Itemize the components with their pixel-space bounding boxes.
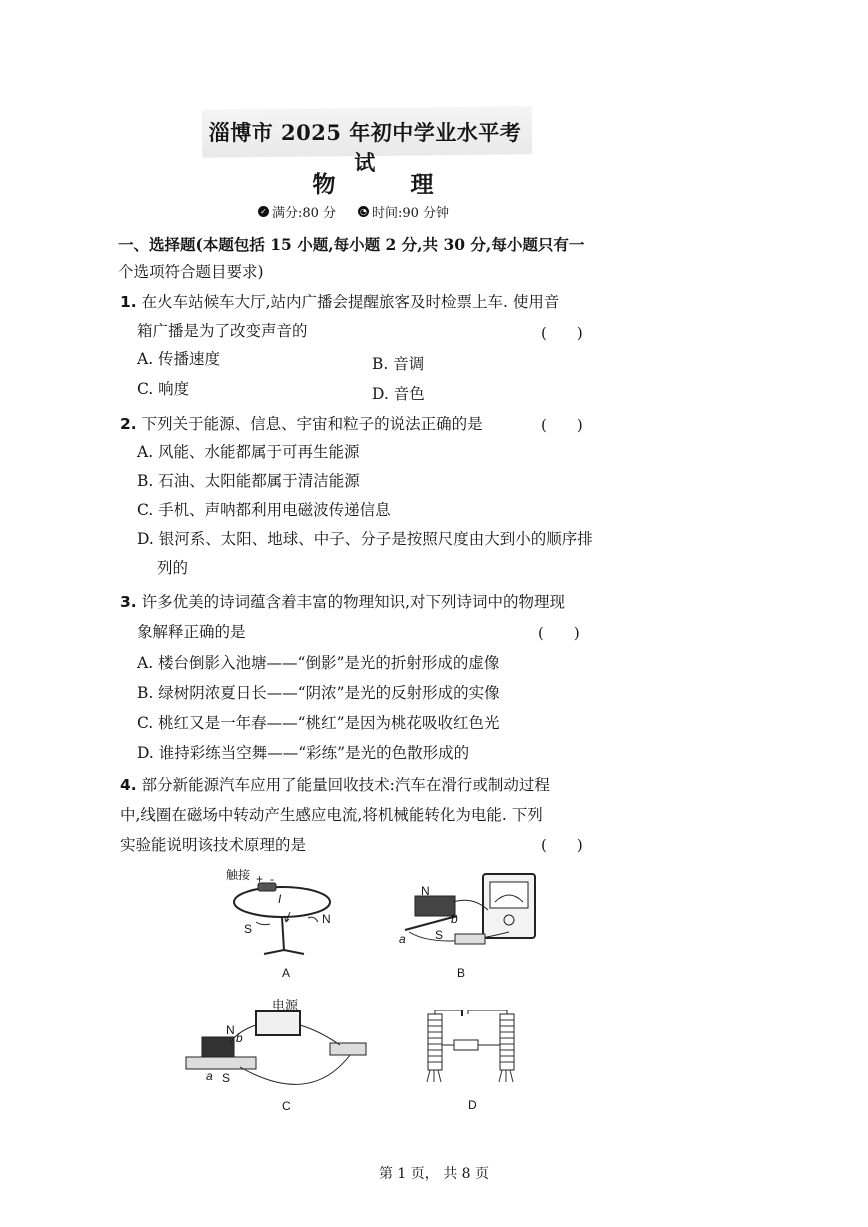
figure-b-label-a: a	[399, 932, 406, 946]
figure-b-label-n: N	[421, 884, 430, 898]
figure-a-label-minus: -	[270, 872, 274, 886]
figure-c-label-n: N	[226, 1023, 235, 1037]
figure-c-caption: C	[282, 1099, 291, 1113]
question-1-line2: 箱广播是为了改变声音的	[137, 322, 308, 340]
option-1c: C. 响度	[137, 380, 190, 398]
exam-time	[358, 202, 449, 221]
figure-b	[395, 872, 540, 980]
exam-time-text: 时间:90 分钟	[372, 206, 450, 221]
page-footer: 第 1 页， 共 8 页	[378, 1166, 490, 1182]
option-3c: C. 桃红又是一年春——“桃红”是因为桃花吸收红色光	[137, 714, 500, 732]
figure-c	[180, 995, 375, 1113]
subject-title: 物 理	[312, 171, 460, 198]
clock-icon: ◔	[358, 206, 369, 217]
figure-a	[220, 862, 350, 980]
option-2c: C. 手机、声呐都利用电磁波传递信息	[137, 501, 391, 519]
figure-b-label-b: b	[451, 912, 458, 926]
figure-b-label-s: S	[435, 928, 444, 942]
option-2a: A. 风能、水能都属于可再生能源	[137, 443, 360, 461]
figure-a-caption: A	[282, 966, 291, 980]
question-4-line2: 中,线圈在磁场中转动产生感应电流,将机械能转化为电能. 下列	[120, 806, 543, 824]
exam-title: 淄博市 2025 年初中学业水平考试	[208, 120, 522, 175]
figure-a-label-plus: +	[256, 872, 264, 886]
option-2d: D. 银河系、太阳、地球、中子、分子是按照尺度由大到小的顺序排	[137, 530, 593, 548]
figure-d-caption: D	[468, 1098, 477, 1112]
option-2b: B. 石油、太阳能都属于清洁能源	[137, 472, 360, 490]
figure-a-label-touch: 触接	[226, 868, 251, 882]
figure-c-label-b: b	[236, 1031, 243, 1045]
figure-a-label-s: S	[244, 922, 253, 936]
check-icon: ✓	[258, 206, 269, 217]
question-1-number: 1.	[120, 293, 137, 311]
figure-b-diagram	[395, 872, 540, 957]
question-4-line1	[120, 773, 550, 795]
question-3-line2: 象解释正确的是	[137, 623, 246, 641]
figure-b-caption: B	[457, 966, 466, 980]
full-marks	[258, 202, 336, 221]
option-2d-continued: 列的	[157, 559, 189, 577]
figure-c-label-power: 电源	[272, 998, 299, 1013]
figure-a-label-current: I	[278, 892, 282, 906]
question-2-number: 2.	[120, 415, 137, 433]
option-1a: A. 传播速度	[137, 350, 221, 368]
question-1-line1	[120, 290, 559, 312]
section-heading-line1: 一、选择题(本题包括 15 小题,每小题 2 分,共 30 分,每小题只有一	[118, 235, 585, 254]
section-heading-line2: 个选项符合题目要求)	[118, 263, 264, 281]
figure-c-label-s: S	[222, 1071, 231, 1085]
option-1d: D. 音色	[372, 385, 425, 403]
option-1b: B. 音调	[372, 355, 425, 373]
answer-blank-1[interactable]: ( )	[541, 324, 583, 342]
option-3d: D. 谁持彩练当空舞——“彩练”是光的色散形成的	[137, 744, 470, 762]
option-3b: B. 绿树阴浓夏日长——“阴浓”是光的反射形成的实像	[137, 684, 500, 702]
answer-blank-4[interactable]: ( )	[541, 836, 583, 854]
question-3-line1	[120, 590, 565, 612]
figure-c-label-a: a	[206, 1069, 213, 1083]
question-4-number: 4.	[120, 776, 137, 794]
question-3-number: 3.	[120, 593, 137, 611]
figure-a-label-n: N	[322, 912, 331, 926]
figure-d	[420, 1010, 520, 1112]
question-2-stem: 下列关于能源、信息、宇宙和粒子的说法正确的是	[141, 415, 483, 433]
question-2-line1	[120, 412, 483, 434]
question-3-stem: 许多优美的诗词蕴含着丰富的物理知识,对下列诗词中的物理现	[141, 593, 566, 611]
answer-blank-3[interactable]: ( )	[538, 624, 580, 642]
answer-blank-2[interactable]: ( )	[541, 416, 583, 434]
question-4-line3: 实验能说明该技术原理的是	[120, 836, 307, 854]
full-marks-text: 满分:80 分	[272, 206, 337, 221]
question-4-stem: 部分新能源汽车应用了能量回收技术:汽车在滑行或制动过程	[141, 776, 550, 794]
figure-d-diagram	[420, 1010, 520, 1090]
option-3a: A. 楼台倒影入池塘——“倒影”是光的折射形成的虚像	[137, 654, 500, 672]
question-1-stem: 在火车站候车大厅,站内广播会提醒旅客及时检票上车. 使用音	[141, 293, 560, 311]
